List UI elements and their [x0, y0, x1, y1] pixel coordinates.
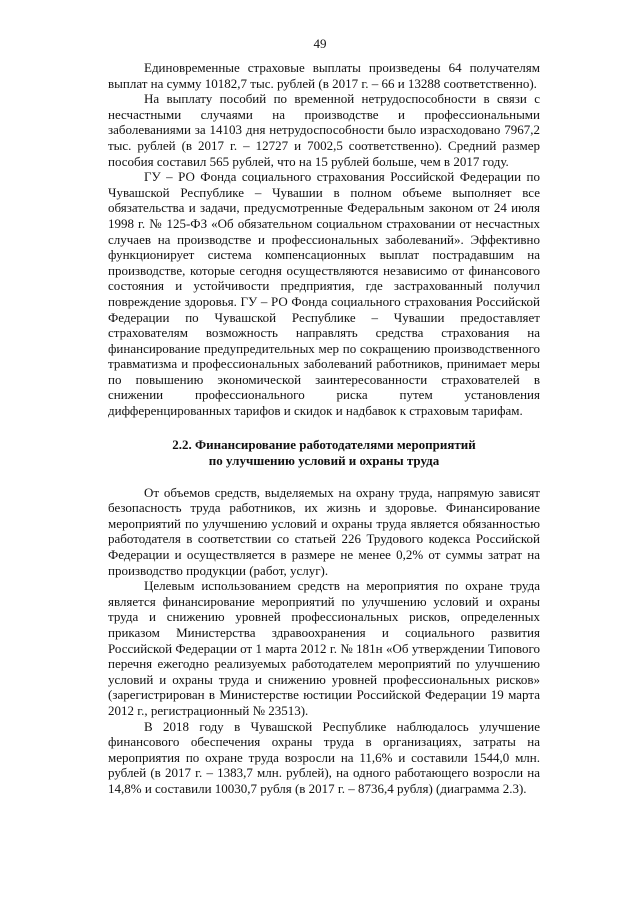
paragraph-disability-benefits: На выплату пособий по временной нетрудоспособности в связи с несчастными случаями на производстве и профессиональными заболеваниями за 14103 дня нетрудоспособности было израсходовано 7967,2 тыс. рублей (в 2017 г. – 12727 и 7002,5 соответственно). Средний размер пособия составил 565 рублей, что на 15 рублей больше, чем в 2017 году.	[108, 91, 540, 169]
page-content	[108, 60, 540, 797]
paragraph-social-insurance-fund: ГУ – РО Фонда социального страхования Российской Федерации по Чувашской Республике – Чувашии в полном объеме выполняет все обязательства и задачи, предусмотренные Федеральным законом от 24 июля 1998 г. № 125-ФЗ «Об обязательном социальном страховании от несчастных случаев на производстве и профессиональных заболеваний». Эффективно функционирует система компенсационных выплат пострадавшим на производстве, которые сегодня осуществляются независимо от финансового состояния и устойчивости предприятия, где застрахованный получил повреждение здоровья. ГУ – РО Фонда социального страхования Российской Федерации по Чувашской Республике – Чувашии предоставляет страхователям возможность направлять средства страхования на финансирование предупредительных мер по сокращению производственного травматизма и профессиональных заболеваний работников, принимает меры по повышению экономической заинтересованности страхователей в снижении профессионального риска путем установления дифференцированных тарифов и скидок и надбавок к страховым тарифам.	[108, 169, 540, 419]
paragraph-funding-volume: От объемов средств, выделяемых на охрану труда, напрямую зависят безопасность труда работников, их жизнь и здоровье. Финансирование мероприятий по улучшению условий и охраны труда является обязанностью работодателя в соответствии со статьей 226 Трудового кодекса Российской Федерации и осуществляется в размере не менее 0,2% от суммы затрат на производство продукции (работ, услуг).	[108, 484, 540, 578]
paragraph-lump-sum-payments: Единовременные страховые выплаты произведены 64 получателям выплат на сумму 10182,7 тыс. рублей (в 2017 г. – 66 и 13288 соответственно).	[108, 60, 540, 91]
section-heading	[108, 437, 540, 469]
page-number: 49	[313, 36, 327, 51]
section-heading-line-1: 2.2. Финансирование работодателями мероприятий	[172, 436, 476, 452]
section-heading-line-2: по улучшению условий и охраны труда	[208, 452, 440, 468]
paragraph-2018-results: В 2018 году в Чувашской Республике наблюдалось улучшение финансового обеспечения охраны труда в организациях, затраты на мероприятия по охране труда возросли на 11,6% и составили 1544,0 млн. рублей (в 2017 г. – 1383,7 млн. рублей), на одного работающего возросли на 14,8% и составили 10030,7 рубля (в 2017 г. – 8736,4 рубля) (диаграмма 2.3).	[108, 718, 540, 796]
paragraph-target-use: Целевым использованием средств на мероприятия по охране труда является финансирование мероприятий по улучшению условий и охраны труда и снижению уровней профессиональных рисков, определенных приказом Министерства здравоохранения и социального развития Российской Федерации от 1 марта 2012 г. № 181н «Об утверждении Типового перечня ежегодно реализуемых работодателем мероприятий по улучшению условий и охраны труда и снижению уровней профессиональных рисков» (зарегистрирован в Министерстве юстиции Российской Федерации 19 марта 2012 г., регистрационный № 23513).	[108, 578, 540, 718]
